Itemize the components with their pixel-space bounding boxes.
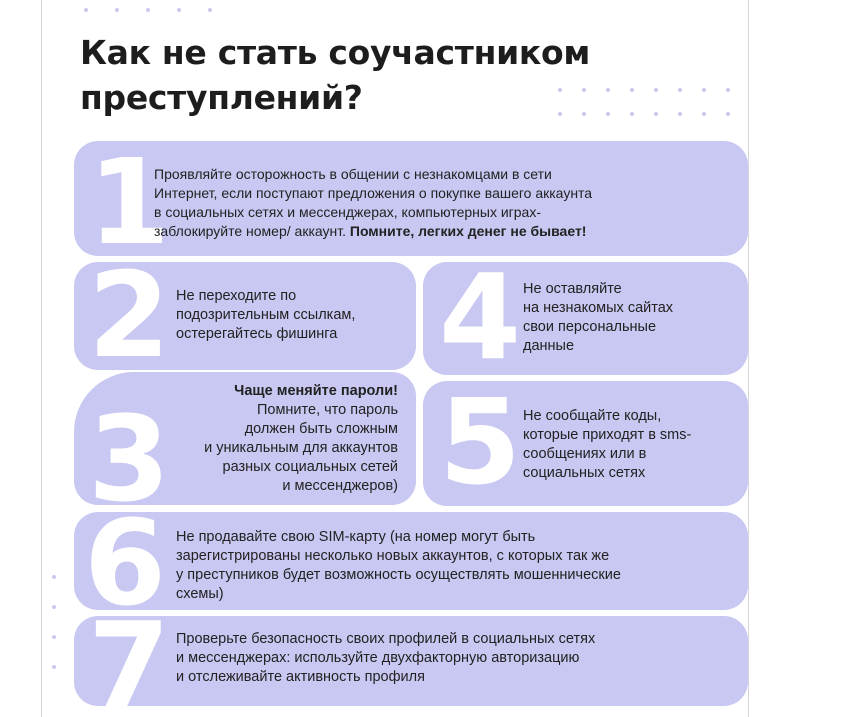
tip-card-6: [74, 512, 748, 610]
tip-text-3-emphasis: Чаще меняйте пароли!: [234, 383, 398, 399]
tip-text-1-emphasis: Помните, легких денег не бывает!: [349, 223, 587, 239]
tip-text-2-body: Не переходите по подозрительным ссылкам, остерегайтесь фишинга: [176, 288, 356, 342]
tip-card-7: [74, 616, 748, 706]
left-border-line: [41, 0, 42, 717]
tip-text-1: [154, 165, 744, 241]
right-border-line: [748, 0, 749, 717]
tip-number-6: 6: [84, 512, 167, 610]
tip-text-6: [176, 528, 741, 604]
tip-card-5: [423, 381, 748, 506]
tip-text-3: [144, 382, 398, 496]
tip-card-3: [74, 372, 416, 505]
tip-text-5: [523, 407, 738, 483]
tip-card-2: [74, 262, 416, 370]
tip-text-7-body: Проверьте безопасность своих профилей в социальных сетях и мессенджерах: используйте двухфакторную авторизацию и отслеживайте активность профиля: [176, 631, 596, 685]
page-title: Как не стать соучастником преступлений?: [80, 33, 591, 117]
tip-card-1: [74, 141, 748, 256]
tip-text-7: [176, 630, 741, 687]
tip-number-2: 2: [88, 262, 171, 370]
tip-card-4: [423, 262, 748, 375]
tip-text-5-body: Не сообщайте коды, которые приходят в sms- сообщениях или в социальных сетях: [523, 408, 692, 481]
tip-text-1-body: Проявляйте осторожность в общении с незнакомцами в сети Интернет, если поступают предложения о покупке вашего аккаунта в социальных сетях и мессенджерах, компьютерных играх- заблокируйте номер/ аккаунт.: [154, 166, 593, 239]
tip-text-4-body: Не оставляйте на незнакомых сайтах свои персональные данные: [523, 281, 674, 354]
tip-text-3-body: Помните, что пароль должен быть сложным и уникальным для аккаунтов разных социальных сетей и мессенджеров): [204, 402, 398, 494]
tip-text-4: [523, 280, 738, 356]
tip-number-4: 4: [439, 262, 522, 375]
tip-number-3: 3: [88, 390, 171, 505]
tip-number-1: 1: [88, 141, 171, 256]
tip-number-5: 5: [439, 381, 522, 506]
tip-number-7: 7: [88, 616, 171, 706]
tip-text-6-body: Не продавайте свою SIM-карту (на номер могут быть зарегистрированы несколько новых аккаунтов, с которых так же у преступников будет возможность осуществлять мошеннические схемы): [176, 529, 621, 602]
tip-text-2: [176, 287, 411, 344]
